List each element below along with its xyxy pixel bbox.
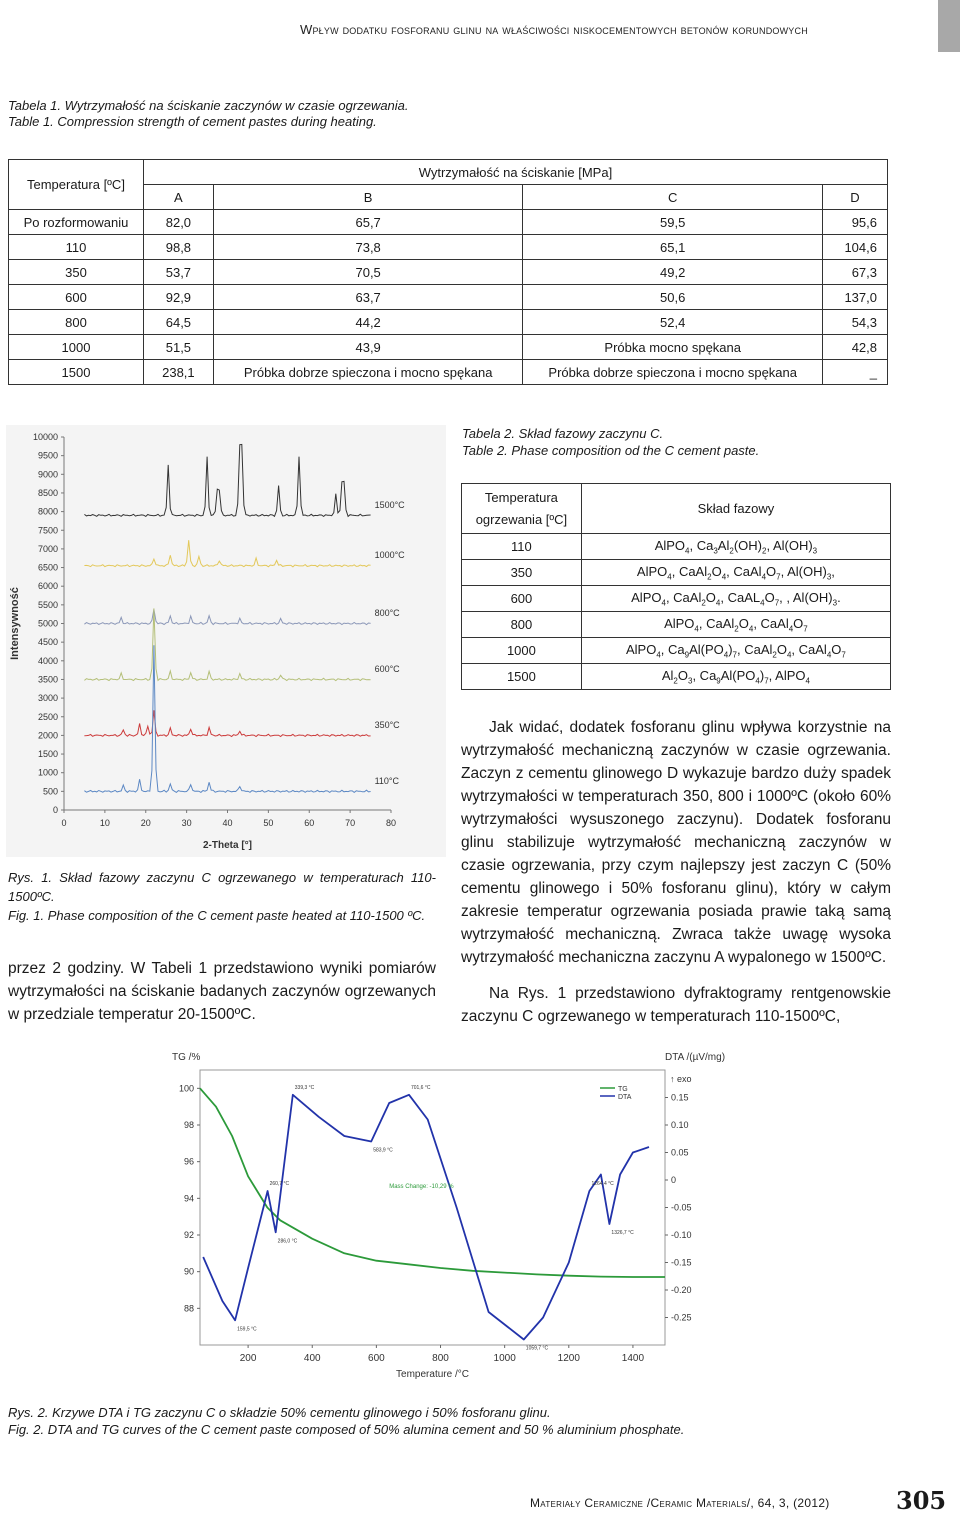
- xrd-x-tick-label: 80: [385, 818, 397, 828]
- xrd-y-tick-label: 2500: [37, 711, 58, 722]
- xrd-series-label: 1000°C: [374, 550, 405, 561]
- cell-c: 59,5: [523, 210, 823, 235]
- dta-peak-label: 260,7 °C: [269, 1181, 290, 1187]
- cell-b: 73,8: [213, 235, 523, 260]
- cell-temp: 600: [9, 285, 144, 310]
- tg-dta-chart: [160, 1040, 760, 1385]
- xrd-y-tick-label: 1500: [37, 749, 58, 760]
- tg-y-tick-label: 94: [183, 1193, 194, 1204]
- header-heating-temp: [462, 484, 582, 534]
- tg-x-tick-label: 600: [368, 1353, 385, 1364]
- cell-b: Próbka dobrze spieczona i mocno spękana: [213, 360, 523, 385]
- cell-a: 82,0: [143, 210, 213, 235]
- cell-temp: 1500: [462, 664, 582, 690]
- xrd-y-tick-label: 7000: [37, 543, 58, 554]
- table-row: [462, 534, 891, 560]
- xrd-y-tick-label: 9500: [37, 450, 58, 461]
- header-d: D: [823, 185, 888, 210]
- tg-x-tick-label: 1400: [621, 1353, 645, 1364]
- table-row: [9, 260, 888, 285]
- page-number: 305: [896, 1486, 947, 1515]
- table-row: [9, 335, 888, 360]
- cell-temp: 110: [462, 534, 582, 560]
- cell-d: 67,3: [823, 260, 888, 285]
- page-edge-marker: [938, 0, 960, 52]
- dta-y-tick-label: -0.05: [671, 1202, 692, 1213]
- table-row: [9, 310, 888, 335]
- table-row: [462, 664, 891, 690]
- table-row: [462, 586, 891, 612]
- cell-phase: AlPO$_4$, $CaAl_2O_4$, $CaAl_4O_7$: [581, 612, 890, 638]
- dta-peak-label: 1326,7 °C: [611, 1230, 634, 1236]
- cell-temp: 110: [9, 235, 144, 260]
- cell-c: 50,6: [523, 285, 823, 310]
- xrd-series-label: 110°C: [374, 775, 400, 786]
- dta-peak-label: 159,5 °C: [237, 1326, 257, 1333]
- cell-b: 63,7: [213, 285, 523, 310]
- cell-phase: $Al_2O_3$, $Ca_9Al(PO_4)_7$, AlPO$_4$: [581, 664, 890, 690]
- xrd-y-tick-label: 2000: [37, 730, 58, 741]
- xrd-series-label: 350°C: [374, 719, 400, 730]
- cell-phase: AlPO$_4$, $Ca_9Al(PO_4)_7$, $CaAl_2O_4$, $CaAl_4O_7$: [581, 638, 890, 664]
- header-heating-temp-line1: Temperatura: [484, 489, 558, 505]
- dta-peak-label: 286,0 °C: [277, 1238, 298, 1245]
- tg-y-tick-label: 96: [183, 1156, 194, 1167]
- compression-strength-table: [8, 159, 888, 385]
- cell-a: 64,5: [143, 310, 213, 335]
- xrd-x-tick-label: 0: [61, 818, 67, 828]
- table-row: [9, 235, 888, 260]
- fig2-caption-pl: Rys. 2. Krzywe DTA i TG zaczynu C o składzie 50% cementu glinowego i 50% fosforanu glinu.: [8, 1405, 551, 1420]
- tg-y-tick-label: 92: [183, 1230, 194, 1240]
- table-row: [462, 638, 891, 664]
- xrd-y-tick-label: 5000: [37, 618, 58, 629]
- xrd-y-tick-label: 6000: [37, 581, 58, 592]
- header-temperature: Temperatura [ºC]: [9, 160, 144, 210]
- header-c: C: [523, 185, 823, 210]
- header-b: B: [213, 185, 523, 210]
- cell-b: 70,5: [213, 260, 523, 285]
- tg-x-tick-label: 400: [303, 1353, 321, 1364]
- legend-label-dta: DTA: [618, 1094, 632, 1101]
- cell-temp: Po rozformowaniu: [9, 210, 144, 235]
- tg-x-tick-label: 800: [432, 1353, 449, 1364]
- tg-dta-chart-background: [160, 1040, 760, 1385]
- fig2-caption-en: Fig. 2. DTA and TG curves of the C cement paste composed of 50% alumina cement and 50 % aluminium phosphate.: [8, 1422, 685, 1437]
- xrd-y-tick-label: 6500: [37, 562, 58, 573]
- cell-c: Próbka mocno spękana: [523, 335, 823, 360]
- xrd-chart: [6, 425, 446, 857]
- xrd-y-tick-label: 8000: [37, 506, 58, 517]
- header-heating-temp-line2: ogrzewania [ºC]: [475, 511, 568, 527]
- cell-temp: 800: [462, 612, 582, 638]
- xrd-x-axis-label: 2-Theta [°]: [203, 840, 252, 851]
- dta-peak-label: 701,6 °C: [410, 1084, 431, 1091]
- cell-c: Próbka dobrze spieczona i mocno spękana: [523, 360, 823, 385]
- cell-a: 92,9: [143, 285, 213, 310]
- journal-footer: Materiały Ceramiczne /Ceramic Materials/, 64, 3, (2012): [530, 1496, 830, 1510]
- dta-y-tick-label: -0.15: [671, 1257, 692, 1268]
- cell-temp: 800: [9, 310, 144, 335]
- running-header: Wpływ dodatku fosforanu glinu na właściwości niskocementowych betonów korundowych: [300, 22, 808, 37]
- cell-c: 65,1: [523, 235, 823, 260]
- xrd-y-tick-label: 4500: [37, 637, 58, 648]
- header-strength-group: Wytrzymałość na ściskanie [MPa]: [143, 160, 887, 185]
- xrd-y-tick-label: 5500: [37, 599, 58, 610]
- dta-y-tick-label: -0.25: [671, 1312, 692, 1323]
- cell-c: 52,4: [523, 310, 823, 335]
- right-column-paragraph-1: Jak widać, dodatek fosforanu glinu wpływa korzystnie na wytrzymałość mechaniczną zaczynów w czasie ogrzewania. Zaczyn z cementu glinowego D wykazuje bardzo duży spadek wytrzymałości w temperaturach 350, 800 i 1000ºC (około 60% wytrzymałości wysuszonego zaczynu). Dodatek fosforanu glinu stabilizuje wytrzymałość mechaniczną zaczynów w czasie ogrzewania, przy czym najlepszy jest zaczyn C (50% cementu glinowego i 50% fosforanu glinu), który w całym zakresie temperatur ogrzewania posiada prawie taką samą wytrzymałość mechaniczną. Zwraca także uwagę wysoka wytrzymałość mechaniczna zaczynu A wypalonego w 1500ºC.: [461, 719, 891, 966]
- tg-x-axis-label: Temperature /°C: [396, 1369, 469, 1380]
- xrd-x-tick-label: 30: [181, 818, 192, 828]
- mass-change-annotation: Mass Change: -10,29 %: [389, 1184, 454, 1190]
- xrd-series-label: 600°C: [374, 663, 400, 674]
- tg-x-tick-label: 200: [239, 1353, 257, 1364]
- table-row: [9, 285, 888, 310]
- xrd-y-tick-label: 0: [52, 805, 58, 815]
- xrd-x-tick-label: 20: [140, 818, 151, 828]
- table2-caption-pl: Tabela 2. Skład fazowy zaczynu C.: [462, 426, 664, 441]
- tg-y-tick-label: 90: [183, 1266, 194, 1277]
- xrd-y-tick-label: 9000: [37, 469, 58, 480]
- dta-y-tick-label: -0.10: [671, 1230, 692, 1240]
- cell-a: 98,8: [143, 235, 213, 260]
- dta-y-tick-label: 0.05: [671, 1147, 689, 1158]
- table1-caption-pl: Tabela 1. Wytrzymałość na ściskanie zaczynów w czasie ogrzewania.: [8, 98, 409, 113]
- tg-y-tick-label: 88: [183, 1303, 194, 1314]
- xrd-x-tick-label: 10: [99, 818, 110, 828]
- dta-peak-label: 583,9 °C: [373, 1147, 393, 1154]
- header-a: A: [143, 185, 213, 210]
- exo-direction-label: ↑ exo: [670, 1074, 692, 1084]
- xrd-x-tick-label: 50: [263, 818, 274, 828]
- cell-phase: AlPO$_4$, $Ca_3Al_2(OH)_2$, $Al(OH)_3$: [581, 534, 890, 560]
- cell-a: 51,5: [143, 335, 213, 360]
- dta-peak-label: 1059,7 °C: [525, 1345, 549, 1352]
- right-column-paragraph-2: Na Rys. 1 przedstawiono dyfraktogramy rentgenowskie zaczynu C ogrzewanego w temperaturach 110-1500ºC,: [461, 985, 891, 1025]
- cell-phase: AlPO$_4$, $CaAl_2O_4$, $CaAl_4O_7$, $Al(OH)_3$,: [581, 560, 890, 586]
- legend-label-tg: TG: [618, 1086, 628, 1093]
- cell-phase: AlPO$_4$, $CaAl_2O_4$, $CaAL_4O_7$, , $Al(OH)_3$.: [581, 586, 890, 612]
- xrd-y-tick-label: 3500: [37, 674, 58, 685]
- cell-temp: 1500: [9, 360, 144, 385]
- cell-c: 49,2: [523, 260, 823, 285]
- table-row: [462, 612, 891, 638]
- cell-temp: 350: [462, 560, 582, 586]
- table2-caption-en: Table 2. Phase composition od the C cement paste.: [462, 443, 760, 458]
- xrd-y-tick-label: 4000: [37, 655, 58, 666]
- table-row: [462, 560, 891, 586]
- xrd-x-tick-label: 40: [222, 818, 233, 828]
- cell-d: _: [823, 360, 888, 385]
- table1-caption-en: Table 1. Compression strength of cement pastes during heating.: [8, 114, 377, 129]
- tg-x-tick-label: 1000: [493, 1353, 516, 1364]
- dta-y-tick-label: -0.20: [671, 1285, 692, 1295]
- xrd-y-tick-label: 1000: [37, 767, 58, 778]
- cell-temp: 600: [462, 586, 582, 612]
- left-column-text: przez 2 godziny. W Tabeli 1 przedstawiono wyniki pomiarów wytrzymałości na ściskanie badanych zaczynów ogrzewanych w przedziale temperatur 20-1500ºC.: [8, 960, 436, 1023]
- table-row: [9, 360, 888, 385]
- cell-temp: 1000: [9, 335, 144, 360]
- tg-x-tick-label: 1200: [557, 1353, 580, 1364]
- dta-peak-label: 339,3 °C: [294, 1084, 315, 1091]
- fig1-caption-en: Fig. 1. Phase composition of the C cement paste heated at 110-1500 ºC.: [8, 908, 426, 923]
- cell-a: 53,7: [143, 260, 213, 285]
- xrd-y-tick-label: 10000: [32, 432, 58, 442]
- xrd-y-tick-label: 3000: [37, 693, 58, 704]
- dta-peak-label: 1264,4 °C: [591, 1181, 614, 1187]
- cell-temp: 350: [9, 260, 144, 285]
- header-phase: Skład fazowy: [581, 484, 890, 534]
- cell-b: 43,9: [213, 335, 523, 360]
- dta-y-tick-label: 0.10: [671, 1120, 689, 1130]
- tg-y-tick-label: 98: [183, 1120, 194, 1130]
- cell-d: 104,6: [823, 235, 888, 260]
- xrd-y-axis-label: Intensywność: [9, 587, 21, 660]
- cell-b: 65,7: [213, 210, 523, 235]
- tg-y-axis-label: TG /%: [172, 1052, 201, 1063]
- phase-composition-table: [461, 483, 891, 690]
- dta-y-axis-label: DTA /(µV/mg): [665, 1052, 726, 1063]
- xrd-x-tick-label: 60: [304, 818, 315, 828]
- xrd-y-tick-label: 7500: [37, 525, 58, 536]
- cell-b: 44,2: [213, 310, 523, 335]
- xrd-series-label: 800°C: [374, 608, 400, 619]
- dta-y-tick-label: 0: [671, 1175, 677, 1185]
- table-row: [9, 210, 888, 235]
- xrd-series-label: 1500°C: [374, 499, 405, 510]
- tg-y-tick-label: 100: [178, 1083, 194, 1094]
- xrd-x-tick-label: 70: [345, 818, 356, 828]
- fig1-caption-pl: Rys. 1. Skład fazowy zaczynu C ogrzewanego w temperaturach 110-1500ºC.: [8, 870, 436, 904]
- xrd-y-tick-label: 500: [42, 786, 58, 797]
- cell-d: 137,0: [823, 285, 888, 310]
- cell-temp: 1000: [462, 638, 582, 664]
- dta-y-tick-label: 0.15: [671, 1092, 689, 1103]
- cell-d: 42,8: [823, 335, 888, 360]
- xrd-y-tick-label: 8500: [37, 487, 58, 498]
- cell-d: 54,3: [823, 310, 888, 335]
- cell-d: 95,6: [823, 210, 888, 235]
- cell-a: 238,1: [143, 360, 213, 385]
